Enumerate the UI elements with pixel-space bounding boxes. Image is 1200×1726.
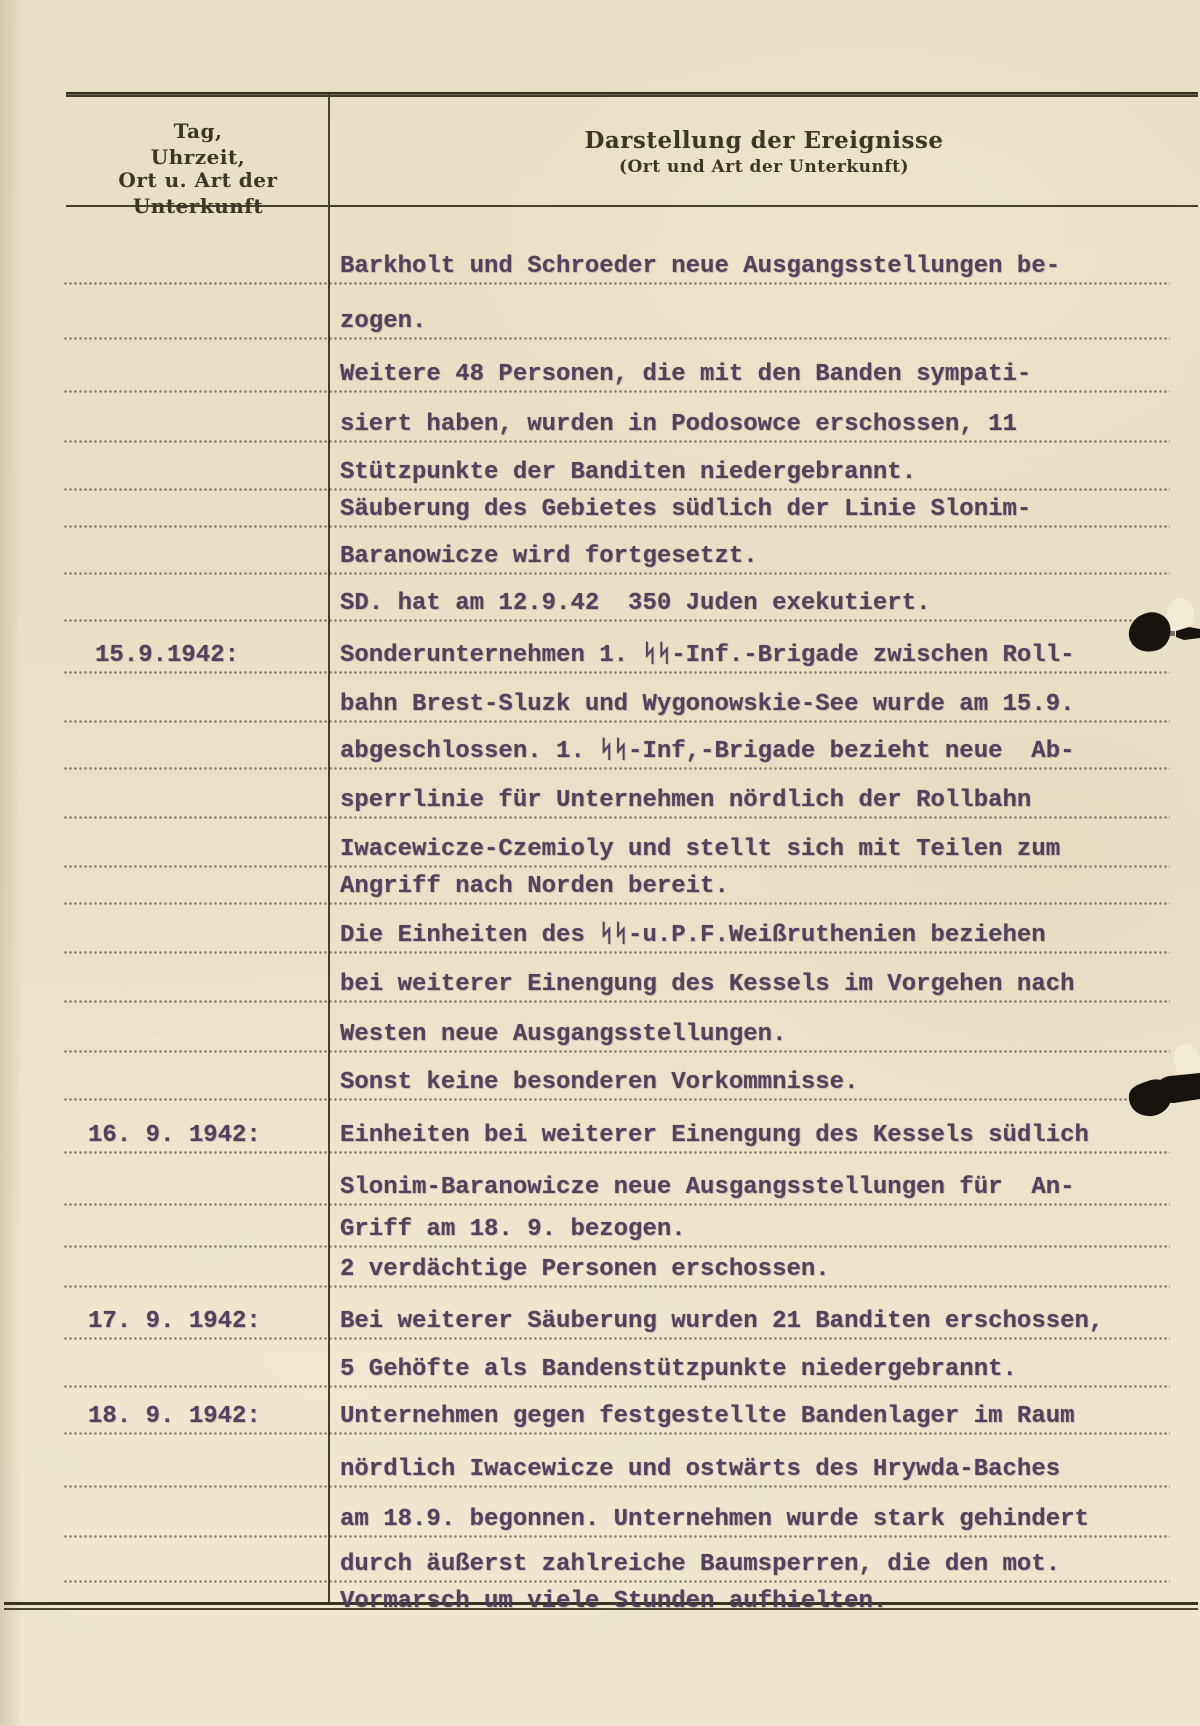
ruled-dotted-line [64, 865, 1170, 868]
entry-text-line: Stützpunkte der Banditen niedergebrannt. [340, 459, 917, 486]
entry-text-line: nördlich Iwacewicze und ostwärts des Hrywda-Baches [340, 1456, 1061, 1483]
entry-text-line: Weitere 48 Personen, die mit den Banden sympati- [340, 361, 1032, 388]
header-time-label: Uhrzeit, [150, 145, 246, 169]
entry-text-line: Barkholt und Schroeder neue Ausgangsstellungen be- [340, 253, 1061, 280]
ruled-dotted-line [64, 767, 1170, 770]
ruled-dotted-line [64, 282, 1170, 285]
ink-blot [1126, 1072, 1200, 1120]
entry-text-line: Baranowicze wird fortgesetzt. [340, 543, 758, 570]
entry-text-line: am 18.9. begonnen. Unternehmen wurde stark gehindert [340, 1506, 1089, 1533]
entry-text-line: bei weiterer Einengung des Kessels im Vorgehen nach [340, 971, 1075, 998]
ruled-dotted-line [64, 720, 1170, 723]
ruled-dotted-line [64, 816, 1170, 819]
ruled-dotted-line [64, 440, 1170, 443]
ruled-dotted-line [64, 1000, 1170, 1003]
table-top-rule [66, 92, 1198, 97]
ruled-dotted-line [64, 1285, 1170, 1288]
entry-date: 16. 9. 1942: [88, 1122, 261, 1149]
entry-text-line: abgeschlossen. 1. ᛋᛋ-Inf,-Brigade bezieht neue Ab- [340, 738, 1075, 765]
entry-text-line: durch äußerst zahlreiche Baumsperren, die den mot. [340, 1551, 1061, 1578]
ruled-dotted-line [64, 1151, 1170, 1154]
entry-text-line: 5 Gehöfte als Bandenstützpunkte niedergebrannt. [340, 1356, 1017, 1383]
header-place-label: Ort u. Art der Unterkunft [118, 168, 278, 218]
ruled-dotted-line [64, 1385, 1170, 1388]
entry-date: 18. 9. 1942: [88, 1403, 261, 1430]
entry-text-line: Vormarsch um viele Stunden aufhielten. [340, 1588, 888, 1615]
entry-text-line: Slonim-Baranowicze neue Ausgangsstellungen für An- [340, 1174, 1075, 1201]
header-events-title: Darstellung der Ereignisse [584, 127, 944, 154]
entry-text-line: bahn Brest-Sluzk und Wygonowskie-See wurde am 15.9. [340, 691, 1075, 718]
ruled-dotted-line [64, 572, 1170, 575]
entry-text-line: Bei weiterer Säuberung wurden 21 Banditen erschossen, [340, 1308, 1104, 1335]
ruled-dotted-line [64, 390, 1170, 393]
entry-text-line: Iwacewicze-Czemioly und stellt sich mit Teilen zum [340, 836, 1061, 863]
entry-text-line: siert haben, wurden in Podosowce erschossen, 11 [340, 411, 1017, 438]
entry-text-line: Die Einheiten des ᛋᛋ-u.P.F.Weißruthenien beziehen [340, 922, 1046, 949]
entry-date: 15.9.1942: [95, 642, 240, 669]
ruled-dotted-line [64, 671, 1170, 674]
ruled-dotted-line [64, 488, 1170, 491]
entry-text-line: 2 verdächtige Personen erschossen. [340, 1256, 830, 1283]
ruled-dotted-line [64, 525, 1170, 528]
ruled-dotted-line [64, 1535, 1170, 1538]
entry-text-line: Unternehmen gegen festgestellte Bandenlager im Raum [340, 1403, 1075, 1430]
ruled-dotted-line [64, 1580, 1170, 1583]
entry-text-line: Sonst keine besonderen Vorkommnisse. [340, 1069, 859, 1096]
ruled-dotted-line [64, 1485, 1170, 1488]
ruled-dotted-line [64, 1050, 1170, 1053]
entry-text-line: Angriff nach Norden bereit. [340, 873, 729, 900]
column-divider-rule [328, 94, 330, 1604]
entry-text-line: Westen neue Ausgangsstellungen. [340, 1021, 787, 1048]
ruled-dotted-line [64, 1337, 1170, 1340]
ink-blot [1126, 610, 1200, 656]
entry-text-line: Griff am 18. 9. bezogen. [340, 1216, 686, 1243]
ruled-dotted-line [64, 1245, 1170, 1248]
entry-text-line: SD. hat am 12.9.42 350 Juden exekutiert. [340, 590, 931, 617]
header-day-label: Tag, [173, 119, 223, 143]
entry-text-line: Säuberung des Gebietes südlich der Linie Slonim- [340, 496, 1032, 523]
header-events-subtitle: (Ort und Art der Unterkunft) [618, 157, 910, 177]
entry-text-line: Sonderunternehmen 1. ᛋᛋ-Inf.-Brigade zwischen Roll- [340, 642, 1075, 669]
ruled-dotted-line [64, 1432, 1170, 1435]
ruled-dotted-line [64, 951, 1170, 954]
entry-text-line: zogen. [340, 308, 427, 335]
entry-date: 17. 9. 1942: [88, 1308, 261, 1335]
ruled-dotted-line [64, 337, 1170, 340]
entry-text-line: sperrlinie für Unternehmen nördlich der Rollbahn [340, 787, 1032, 814]
entry-text-line: Einheiten bei weiterer Einengung des Kessels südlich [340, 1122, 1089, 1149]
ruled-dotted-line [64, 902, 1170, 905]
ruled-dotted-line [64, 1098, 1170, 1101]
ruled-dotted-line [64, 619, 1170, 622]
ruled-dotted-line [64, 1203, 1170, 1206]
